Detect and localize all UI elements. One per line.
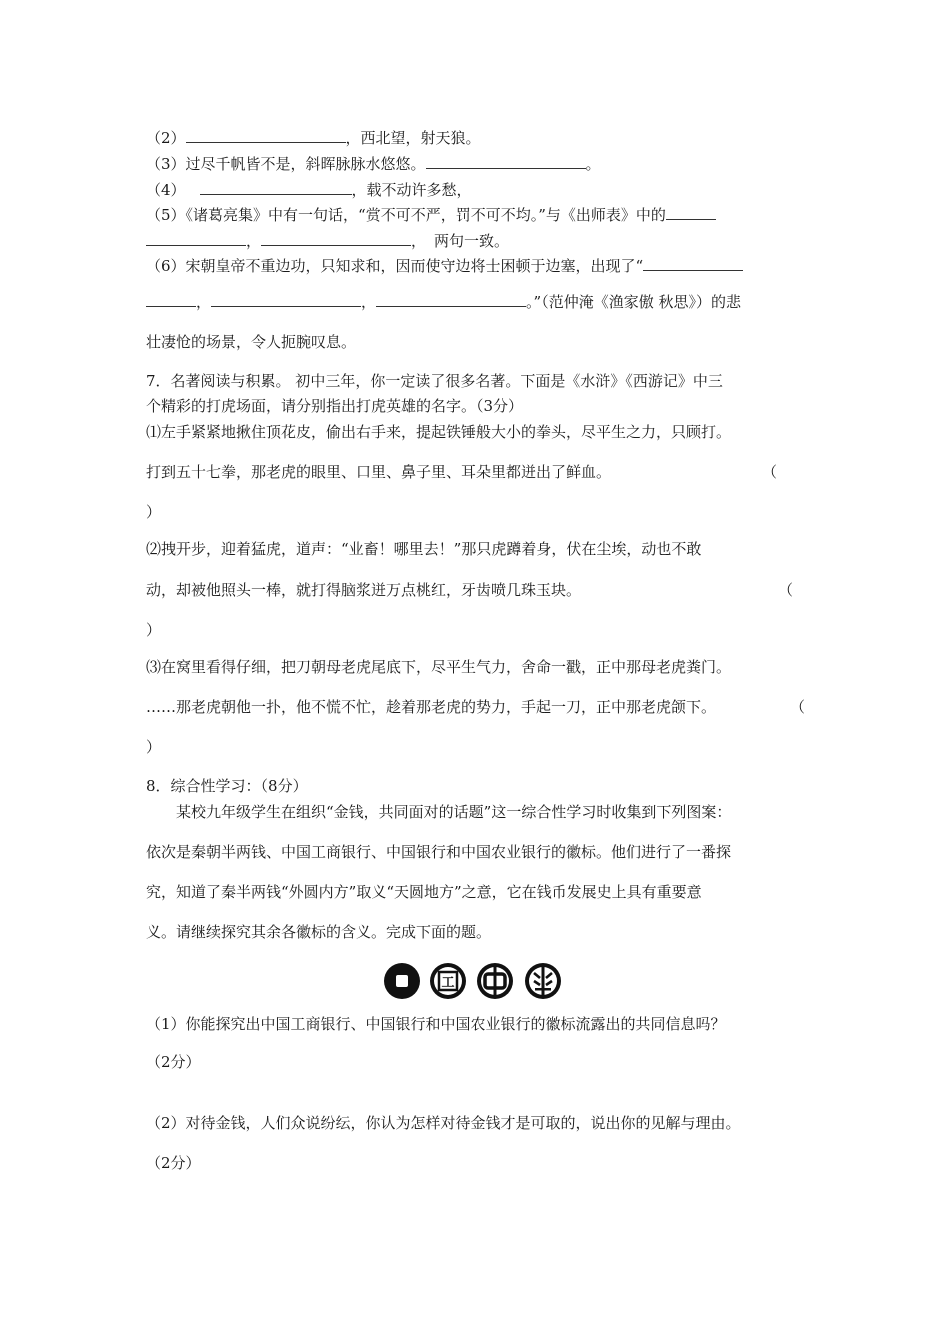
item-6-text: （6）宋朝皇帝不重边功，只知求和，因而使守边将士困顿于边塞，出现了“: [146, 257, 644, 275]
answer-open-paren[interactable]: （: [778, 581, 794, 599]
answer-open-paren[interactable]: （: [790, 698, 806, 716]
item-3-end: 。: [585, 155, 601, 173]
item-5-line2: [146, 231, 509, 251]
item-5-text: （5）《诸葛亮集》中有一句话，“赏不可不严，罚不可不均。”与《出师表》中的: [146, 206, 666, 224]
q7-heading-line2: 个精彩的打虎场面，请分别指出打虎英雄的名字。（3分）: [146, 397, 524, 415]
item-3: [146, 154, 601, 174]
item-6: [146, 256, 743, 276]
q8-heading: 8．综合性学习：（8分）: [146, 777, 308, 795]
item-4: [146, 180, 472, 200]
answer-close-paren[interactable]: ）: [146, 503, 162, 521]
answer-blank[interactable]: [146, 292, 196, 307]
answer-close-paren[interactable]: ）: [146, 738, 162, 756]
q8-intro-line4: 义。请继续探究其余各徽标的含义。完成下面的题。: [146, 923, 492, 941]
q8-sub1-points: （2分）: [146, 1053, 201, 1071]
item-4-text: ，载不动许多愁，: [351, 181, 472, 199]
passage-1-line1: ⑴左手紧紧地揪住顶花皮，偷出右手来，提起铁锤般大小的拳头，尽平生之力，只顾打。: [146, 423, 732, 441]
icbc-logo-icon: [430, 963, 466, 999]
answer-blank[interactable]: [666, 205, 716, 220]
passage-1-line2: 打到五十七拳，那老虎的眼里、口里、鼻子里、耳朵里都迸出了鲜血。: [146, 463, 612, 481]
item-2-number: （2）: [146, 129, 186, 147]
comma: ，: [246, 232, 262, 250]
item-4-number: （4）: [146, 181, 186, 199]
answer-blank[interactable]: [376, 292, 526, 307]
answer-blank[interactable]: [211, 292, 361, 307]
qin-coin-icon: [384, 963, 420, 999]
answer-blank[interactable]: [643, 256, 743, 271]
boc-logo-icon: [477, 963, 513, 999]
q7-heading: 7．名著阅读与积累。 初中三年，你一定读了很多名著。下面是《水浒》《西游记》中三: [146, 372, 723, 390]
icbc-logo-char: 工: [441, 975, 455, 991]
answer-blank[interactable]: [186, 128, 346, 143]
answer-open-paren[interactable]: （: [762, 463, 778, 481]
item-2-text: ，西北望，射天狼。: [345, 129, 481, 147]
item-6-end: 。”（范仲淹《渔家傲 秋思》）的悲: [526, 293, 741, 311]
q8-intro-line1: 某校九年级学生在组织“金钱，共同面对的话题”这一综合性学习时收集到下列图案：: [176, 803, 732, 821]
q8-sub1: （1）你能探究出中国工商银行、中国银行和中国农业银行的徽标流露出的共同信息吗？: [146, 1015, 726, 1033]
answer-blank[interactable]: [261, 231, 411, 246]
passage-2-line2: 动，却被他照头一棒，就打得脑浆迸万点桃红，牙齿喷几珠玉块。: [146, 581, 582, 599]
answer-close-paren[interactable]: ）: [146, 621, 162, 639]
emblems-row: [382, 960, 572, 1002]
item-6-line3: 壮凄怆的场景，令人扼腕叹息。: [146, 333, 357, 351]
abc-logo-icon: [525, 963, 561, 999]
q8-sub2-points: （2分）: [146, 1154, 201, 1172]
answer-blank[interactable]: [200, 180, 352, 195]
comma: ，: [361, 293, 377, 311]
item-2: [146, 128, 481, 148]
q8-intro-line3: 究，知道了秦半两钱“外圆内方”取义“天圆地方”之意，它在钱币发展史上具有重要意: [146, 883, 702, 901]
comma: ，: [196, 293, 212, 311]
item-5: [146, 205, 716, 225]
passage-3-line1: ⑶在窝里看得仔细，把刀朝母老虎尾底下，尽平生气力，舍命一戳，正中那母老虎粪门。: [146, 658, 732, 676]
passage-3-line2: ……那老虎朝他一扑，他不慌不忙，趁着那老虎的势力，手起一刀，正中那老虎颌下。: [146, 698, 717, 716]
item-6-line2: [146, 292, 741, 312]
answer-blank[interactable]: [146, 231, 246, 246]
q8-sub2: （2）对待金钱，人们众说纷纭，你认为怎样对待金钱才是可取的，说出你的见解与理由。: [146, 1114, 741, 1132]
q8-intro-line2: 依次是秦朝半两钱、中国工商银行、中国银行和中国农业银行的徽标。他们进行了一番探: [146, 843, 732, 861]
item-5-end: 两句一致。: [434, 232, 510, 250]
answer-blank[interactable]: [426, 154, 586, 169]
item-3-text: （3）过尽千帆皆不是，斜晖脉脉水悠悠。: [146, 155, 426, 173]
passage-2-line1: ⑵拽开步，迎着猛虎，道声：“业畜！哪里去！”那只虎蹲着身，伏在尘埃，动也不敢: [146, 540, 702, 558]
comma: ，: [411, 232, 427, 250]
